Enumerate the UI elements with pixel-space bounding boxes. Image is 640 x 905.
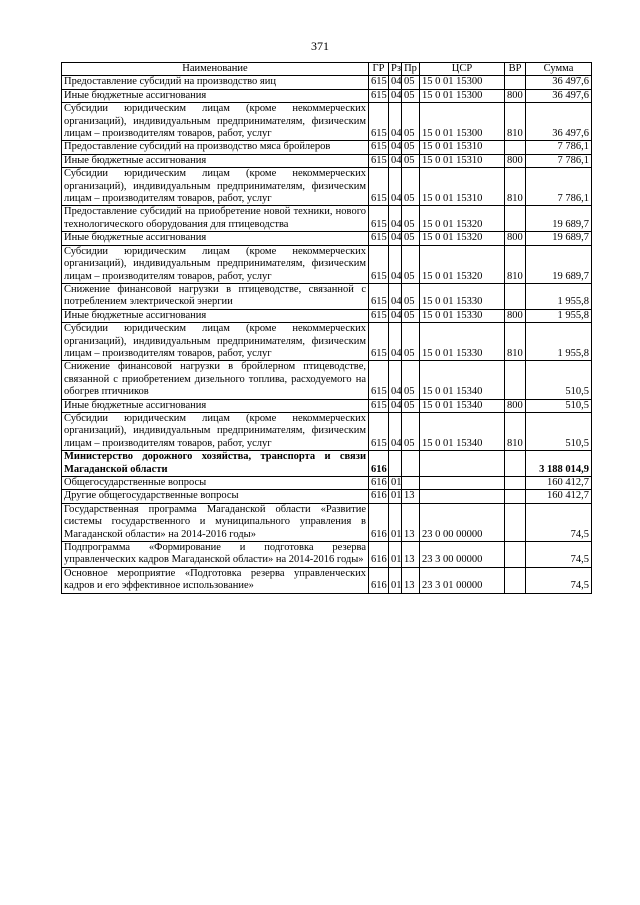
cell-vr [505,451,526,477]
table-row [62,503,592,541]
header-gr: ГР [369,63,389,76]
cell-rz: 04 [389,361,402,399]
cell-name: Иные бюджетные ассигнования [62,89,369,102]
cell-pr: 13 [402,542,420,568]
cell-csr: 15 0 01 15340 [420,399,505,412]
cell-vr: 800 [505,154,526,167]
cell-rz: 01 [389,542,402,568]
cell-vr: 800 [505,309,526,322]
cell-vr: 810 [505,168,526,206]
cell-sum: 19 689,7 [526,245,592,283]
cell-sum: 1 955,8 [526,309,592,322]
cell-name: Субсидии юридическим лицам (кроме некоммерческих организаций), индивидуальным предпринимателям, физическим лицам – производителям товаров, работ, услуг [62,103,369,141]
cell-csr [420,490,505,503]
cell-vr: 800 [505,89,526,102]
table-row [62,451,592,477]
cell-name: Государственная программа Магаданской области «Развитие системы государственного и муниципального управления в Магаданской области» на 2014-2016 годы» [62,503,369,541]
cell-gr: 615 [369,141,389,154]
cell-rz: 04 [389,103,402,141]
cell-csr: 15 0 01 15330 [420,323,505,361]
cell-pr: 13 [402,503,420,541]
cell-rz: 01 [389,567,402,593]
cell-name: Иные бюджетные ассигнования [62,232,369,245]
cell-name: Снижение финансовой нагрузки в бройлерном птицеводстве, связанной с приобретением дизельного топлива, расходуемого на обогрев птичников [62,361,369,399]
header-name: Наименование [62,63,369,76]
cell-gr: 616 [369,490,389,503]
cell-gr: 615 [369,89,389,102]
cell-pr [402,477,420,490]
cell-vr: 800 [505,232,526,245]
cell-name: Иные бюджетные ассигнования [62,309,369,322]
cell-rz: 04 [389,283,402,309]
cell-csr: 15 0 01 15300 [420,76,505,89]
cell-rz: 04 [389,141,402,154]
cell-rz [389,451,402,477]
cell-rz: 04 [389,323,402,361]
cell-gr: 615 [369,154,389,167]
cell-sum: 36 497,6 [526,89,592,102]
cell-vr [505,567,526,593]
table-row [62,154,592,167]
cell-csr: 15 0 01 15300 [420,89,505,102]
cell-sum: 19 689,7 [526,206,592,232]
table-row [62,323,592,361]
cell-vr [505,141,526,154]
cell-rz: 04 [389,309,402,322]
cell-gr: 615 [369,323,389,361]
cell-gr: 615 [369,412,389,450]
cell-csr: 23 3 00 00000 [420,542,505,568]
cell-name: Субсидии юридическим лицам (кроме некоммерческих организаций), индивидуальным предпринимателям, физическим лицам – производителям товаров, работ, услуг [62,168,369,206]
cell-vr: 810 [505,103,526,141]
cell-pr: 05 [402,412,420,450]
cell-gr: 615 [369,168,389,206]
cell-sum: 36 497,6 [526,103,592,141]
cell-name: Другие общегосударственные вопросы [62,490,369,503]
cell-csr: 23 0 00 00000 [420,503,505,541]
table-row [62,141,592,154]
table-row [62,490,592,503]
table-row [62,542,592,568]
cell-pr [402,451,420,477]
cell-rz: 04 [389,232,402,245]
cell-vr [505,490,526,503]
header-sum: Сумма [526,63,592,76]
cell-sum: 36 497,6 [526,76,592,89]
cell-sum: 7 786,1 [526,141,592,154]
cell-gr: 615 [369,103,389,141]
table-row [62,103,592,141]
table-header-row [62,63,592,76]
cell-gr: 615 [369,283,389,309]
cell-csr: 15 0 01 15320 [420,206,505,232]
cell-sum: 510,5 [526,399,592,412]
cell-csr: 15 0 01 15310 [420,168,505,206]
budget-table [61,62,592,594]
cell-name: Субсидии юридическим лицам (кроме некоммерческих организаций), индивидуальным предпринимателям, физическим лицам – производителям товаров, работ, услуг [62,323,369,361]
cell-pr: 05 [402,206,420,232]
cell-rz: 01 [389,490,402,503]
table-row [62,76,592,89]
cell-pr: 05 [402,103,420,141]
cell-rz: 01 [389,477,402,490]
cell-gr: 615 [369,206,389,232]
cell-csr: 15 0 01 15310 [420,141,505,154]
cell-name: Снижение финансовой нагрузки в птицеводстве, связанной с потреблением электрической энергии [62,283,369,309]
cell-pr: 05 [402,154,420,167]
page-number: 371 [311,39,329,53]
cell-name: Общегосударственные вопросы [62,477,369,490]
cell-csr: 15 0 01 15300 [420,103,505,141]
cell-rz: 04 [389,245,402,283]
cell-vr: 810 [505,245,526,283]
cell-vr: 800 [505,399,526,412]
header-pr: Пр [402,63,420,76]
cell-name: Предоставление субсидий на приобретение новой техники, нового технологического оборудования для птицеводства [62,206,369,232]
table-row [62,361,592,399]
cell-pr: 05 [402,89,420,102]
cell-gr: 615 [369,309,389,322]
cell-gr: 616 [369,542,389,568]
cell-pr: 13 [402,490,420,503]
header-rz: Рз [389,63,402,76]
cell-csr: 23 3 01 00000 [420,567,505,593]
cell-csr: 15 0 01 15320 [420,245,505,283]
cell-sum: 510,5 [526,361,592,399]
cell-pr: 05 [402,309,420,322]
table-row [62,232,592,245]
cell-sum: 74,5 [526,542,592,568]
cell-pr: 05 [402,232,420,245]
table-row [62,477,592,490]
cell-pr: 05 [402,283,420,309]
cell-csr: 15 0 01 15340 [420,361,505,399]
cell-sum: 1 955,8 [526,323,592,361]
cell-gr: 615 [369,361,389,399]
table-row [62,567,592,593]
cell-sum: 160 412,7 [526,477,592,490]
cell-csr: 15 0 01 15340 [420,412,505,450]
cell-rz: 01 [389,503,402,541]
cell-gr: 616 [369,567,389,593]
cell-sum: 7 786,1 [526,154,592,167]
table-row [62,89,592,102]
cell-pr: 13 [402,567,420,593]
cell-sum: 74,5 [526,567,592,593]
table-row [62,412,592,450]
cell-csr: 15 0 01 15320 [420,232,505,245]
table-row [62,206,592,232]
table-row [62,168,592,206]
cell-rz: 04 [389,89,402,102]
cell-sum: 1 955,8 [526,283,592,309]
cell-sum: 74,5 [526,503,592,541]
cell-pr: 05 [402,141,420,154]
cell-name: Подпрограмма «Формирование и подготовка резерва управленческих кадров Магаданской области» на 2014-2016 годы» [62,542,369,568]
cell-name: Основное мероприятие «Подготовка резерва управленческих кадров и его эффективное использование» [62,567,369,593]
cell-csr [420,451,505,477]
cell-pr: 05 [402,168,420,206]
cell-rz: 04 [389,76,402,89]
cell-rz: 04 [389,154,402,167]
cell-pr: 05 [402,399,420,412]
cell-rz: 04 [389,168,402,206]
cell-vr [505,477,526,490]
cell-name: Субсидии юридическим лицам (кроме некоммерческих организаций), индивидуальным предпринимателям, физическим лицам – производителям товаров, работ, услуг [62,412,369,450]
cell-sum: 3 188 014,9 [526,451,592,477]
cell-csr: 15 0 01 15330 [420,309,505,322]
cell-name: Предоставление субсидий на производство яиц [62,76,369,89]
cell-gr: 615 [369,232,389,245]
cell-gr: 615 [369,76,389,89]
cell-gr: 616 [369,477,389,490]
cell-sum: 19 689,7 [526,232,592,245]
cell-vr [505,76,526,89]
cell-gr: 615 [369,245,389,283]
header-vr: ВР [505,63,526,76]
table-row [62,309,592,322]
header-csr: ЦСР [420,63,505,76]
cell-pr: 05 [402,361,420,399]
cell-rz: 04 [389,206,402,232]
cell-vr: 810 [505,323,526,361]
cell-name: Иные бюджетные ассигнования [62,154,369,167]
cell-gr: 616 [369,503,389,541]
cell-rz: 04 [389,399,402,412]
cell-vr: 810 [505,412,526,450]
cell-name: Субсидии юридическим лицам (кроме некоммерческих организаций), индивидуальным предпринимателям, физическим лицам – производителям товаров, работ, услуг [62,245,369,283]
cell-csr [420,477,505,490]
cell-vr [505,206,526,232]
cell-vr [505,283,526,309]
table-row [62,399,592,412]
cell-sum: 510,5 [526,412,592,450]
cell-vr [505,361,526,399]
cell-name: Министерство дорожного хозяйства, транспорта и связи Магаданской области [62,451,369,477]
cell-rz: 04 [389,412,402,450]
table-row [62,283,592,309]
cell-sum: 160 412,7 [526,490,592,503]
cell-vr [505,542,526,568]
cell-pr: 05 [402,76,420,89]
cell-name: Иные бюджетные ассигнования [62,399,369,412]
cell-csr: 15 0 01 15310 [420,154,505,167]
cell-pr: 05 [402,245,420,283]
cell-vr [505,503,526,541]
cell-name: Предоставление субсидий на производство мяса бройлеров [62,141,369,154]
cell-pr: 05 [402,323,420,361]
cell-gr: 615 [369,399,389,412]
cell-gr: 616 [369,451,389,477]
table-row [62,245,592,283]
cell-csr: 15 0 01 15330 [420,283,505,309]
cell-sum: 7 786,1 [526,168,592,206]
